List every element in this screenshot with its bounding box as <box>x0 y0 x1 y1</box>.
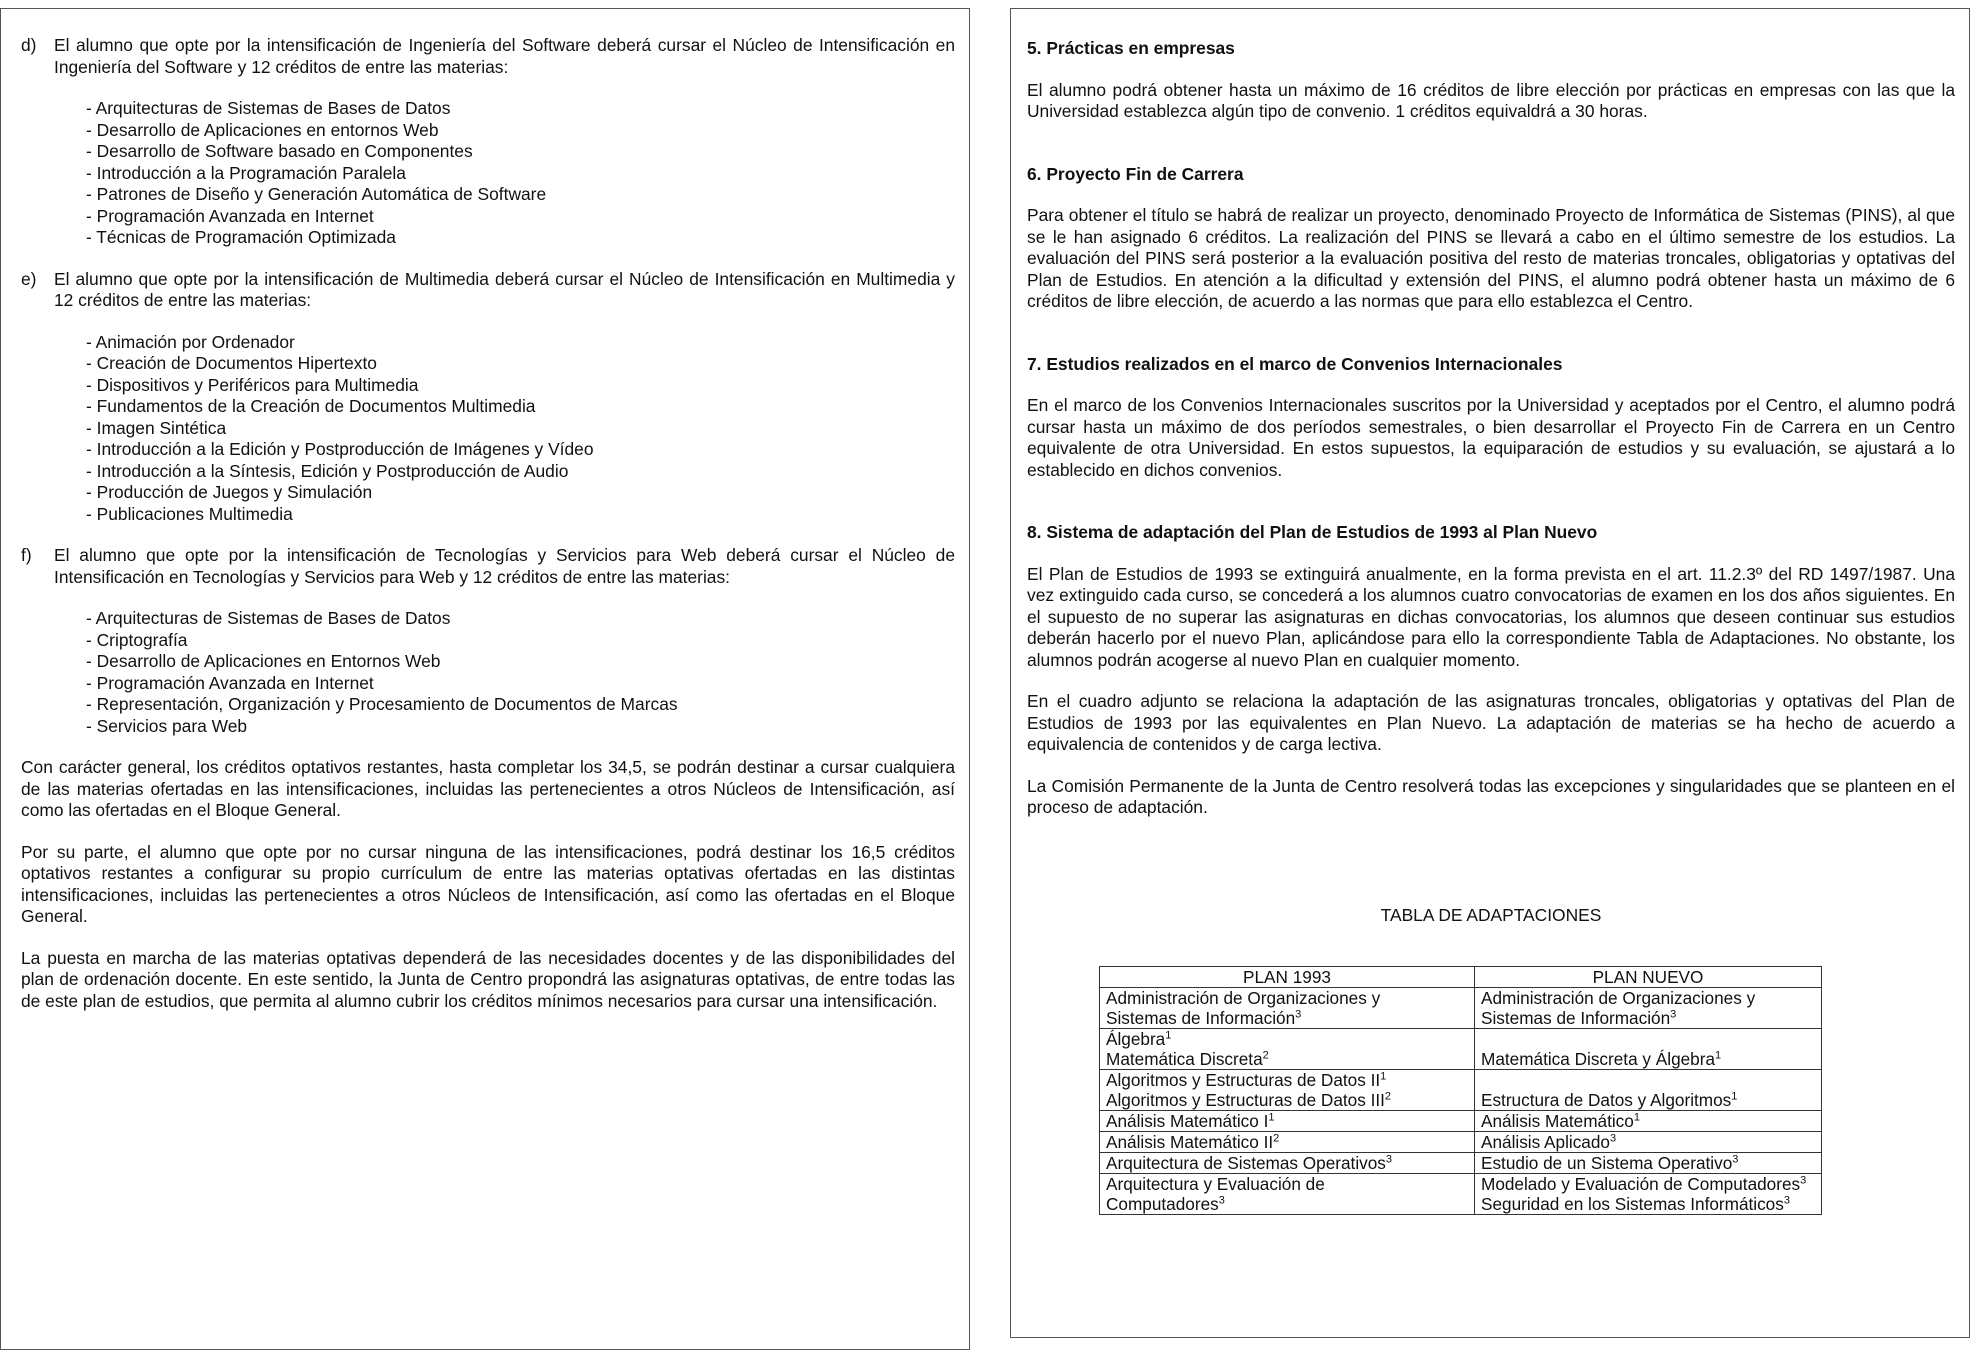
subject-item: - Patrones de Diseño y Generación Automática de Software <box>86 184 547 204</box>
cell-plan-nuevo <box>1475 1029 1822 1070</box>
spacer <box>1027 313 1955 354</box>
item-f-subject-list <box>86 608 955 737</box>
spacer <box>1027 819 1955 905</box>
spacer <box>21 928 955 948</box>
cell-plan-nuevo <box>1475 1174 1822 1215</box>
subject-name: Análisis Aplicado <box>1481 1132 1610 1152</box>
subject-name: Algoritmos y Estructuras de Datos III <box>1106 1090 1385 1110</box>
cell-line <box>1481 1174 1815 1194</box>
footnote-mark: 3 <box>1732 1153 1739 1166</box>
subject-name: Análisis Matemático <box>1481 1111 1634 1131</box>
footnote-mark: 3 <box>1800 1174 1807 1187</box>
spacer <box>1027 671 1955 691</box>
cell-line <box>1106 1029 1468 1049</box>
subject-name: Sistemas de Información <box>1481 1008 1671 1028</box>
adaptation-table <box>1099 966 1822 1215</box>
left-page-content <box>21 35 955 1012</box>
section-5-heading: 5. Prácticas en empresas <box>1027 38 1235 58</box>
right-page-content <box>1027 38 1955 1215</box>
footnote-mark: 3 <box>1385 1153 1393 1166</box>
right-page <box>1010 8 1970 1338</box>
section-8-heading: 8. Sistema de adaptación del Plan de Estudios de 1993 al Plan Nuevo <box>1027 522 1598 542</box>
footnote-mark: 2 <box>1273 1132 1280 1145</box>
subject-name: Análisis Matemático I <box>1106 1111 1269 1131</box>
cell-line <box>1481 1153 1815 1173</box>
subject-item: - Desarrollo de Software basado en Componentes <box>86 141 473 161</box>
item-d-subject-list <box>86 98 955 249</box>
spacer <box>1027 544 1955 564</box>
table-header-row <box>1100 967 1822 988</box>
cell-line <box>1481 1111 1815 1131</box>
subject-name: Matemática Discreta y Álgebra <box>1481 1049 1716 1069</box>
cell-line <box>1106 1132 1468 1152</box>
footnote-mark: 1 <box>1380 1070 1387 1083</box>
spacer <box>1027 185 1955 205</box>
subject-item: - Dispositivos y Periféricos para Multimedia <box>86 374 419 395</box>
subject-item: - Animación por Ordenador <box>86 331 295 352</box>
item-d-marker: d) <box>21 35 37 55</box>
spacer <box>1027 60 1955 80</box>
cell-plan-nuevo <box>1475 1070 1822 1111</box>
table-row <box>1100 1070 1822 1111</box>
table-row <box>1100 1111 1822 1132</box>
subject-item: - Introducción a la Síntesis, Edición y Postproducción de Audio <box>86 460 569 481</box>
cell-line <box>1106 1090 1468 1110</box>
subject-name: Estudio de un Sistema Operativo <box>1481 1153 1733 1173</box>
table-row <box>1100 1029 1822 1070</box>
table-row <box>1100 1153 1822 1174</box>
cell-plan-nuevo <box>1475 1132 1822 1153</box>
footnote-mark: 3 <box>1218 1194 1225 1207</box>
section-6-heading: 6. Proyecto Fin de Carrera <box>1027 163 1244 184</box>
footnote-mark: 3 <box>1295 1008 1302 1021</box>
subject-name: Modelado y Evaluación de Computadores <box>1481 1174 1801 1194</box>
table-row <box>1100 988 1822 1029</box>
subject-item: - Criptografía <box>86 629 188 650</box>
column-header-plan-1993: PLAN 1993 <box>1100 967 1475 988</box>
subject-item: - Publicaciones Multimedia <box>86 503 293 524</box>
left-page <box>0 8 970 1350</box>
spacer <box>21 822 955 842</box>
item-d <box>21 35 955 78</box>
cell-line <box>1106 1174 1468 1194</box>
subject-name: Álgebra <box>1106 1029 1166 1049</box>
subject-name: Administración de Organizaciones y <box>1106 988 1381 1008</box>
subject-name: Sistemas de Información <box>1106 1008 1296 1028</box>
cell-plan-1993 <box>1100 1111 1475 1132</box>
cell-plan-1993 <box>1100 1174 1475 1215</box>
subject-name: Seguridad en los Sistemas Informáticos <box>1481 1194 1784 1214</box>
subject-name: Arquitectura y Evaluación de <box>1106 1174 1325 1194</box>
table-row <box>1100 1174 1822 1215</box>
subject-name: Computadores <box>1106 1194 1219 1214</box>
subject-item: - Desarrollo de Aplicaciones en Entornos Web <box>86 651 441 671</box>
item-f-text: El alumno que opte por la intensificación de Tecnologías y Servicios para Web deberá cursar el Núcleo de Intensificación en Tecnologías y Servicios para Web y 12 créditos de entre las materias: <box>54 545 955 587</box>
footnote-mark: 3 <box>1670 1008 1677 1021</box>
item-e-subject-list <box>86 332 955 526</box>
adaptation-table-title: TABLA DE ADAPTACIONES <box>1380 904 1602 925</box>
subject-item: - Introducción a la Edición y Postproducción de Imágenes y Vídeo <box>86 439 594 459</box>
cell-line <box>1106 1008 1468 1028</box>
spacer <box>1027 375 1955 395</box>
subject-item: - Arquitecturas de Sistemas de Bases de Datos <box>86 608 451 628</box>
subject-name: Arquitectura de Sistemas Operativos <box>1106 1153 1386 1173</box>
subject-item: - Técnicas de Programación Optimizada <box>86 227 396 247</box>
footnote-mark: 2 <box>1384 1090 1392 1103</box>
cell-line <box>1481 1090 1815 1110</box>
optional-launch-paragraph: La puesta en marcha de las materias optativas dependerá de las necesidades docentes y de las disponibilidades del plan de ordenación docente. En este sentido, la Junta de Centro propondrá las asignaturas optativas, de entre todas las de este plan de estudios, que permita al alumno cubrir los créditos mínimos necesarios para cursar una intensificación. <box>21 947 955 1011</box>
section-8-paragraph-2: En el cuadro adjunto se relaciona la adaptación de las asignaturas troncales, obligatorias y optativas del Plan de Estudios de 1993 por las equivalentes en Plan Nuevo. La adaptación de materias se ha hecho de acuerdo a equivalencia de contenidos y de carga lectiva. <box>1027 691 1955 754</box>
spacer <box>1027 481 1955 522</box>
item-e <box>21 269 955 312</box>
cell-plan-nuevo <box>1475 988 1822 1029</box>
item-f <box>21 545 955 588</box>
cell-line <box>1106 1153 1468 1173</box>
cell-plan-1993 <box>1100 988 1475 1029</box>
subject-name: Estructura de Datos y Algoritmos <box>1481 1090 1732 1110</box>
item-e-marker: e) <box>21 268 37 289</box>
section-8-paragraph-1: El Plan de Estudios de 1993 se extinguirá anualmente, en la forma prevista en el art. 11.2.3º del RD 1497/1987. Una vez extinguido cada curso, se concederá a los alumnos cuatro convocatorias de examen en los dos años siguientes. En el supuesto de no superar las asignaturas en dichas convocatorias, los alumnos que deseen continuar sus estudios deberán hacerlo por el nuevo Plan, aplicándose para ello la correspondiente Tabla de Adaptaciones. No obstante, los alumnos podrán acogerse al nuevo Plan en cualquier momento. <box>1027 563 1955 670</box>
cell-line <box>1481 1008 1815 1028</box>
no-intensification-paragraph: Por su parte, el alumno que opte por no cursar ninguna de las intensificaciones, podrá destinar los 16,5 créditos optativos restantes a configurar su propio currículum de entre las materias optativas ofertadas en las distintas intensificaciones, incluidas las pertenecientes a otros Núcleos de Intensificación, así como las ofertadas en el Bloque General. <box>21 841 955 926</box>
subject-item: - Programación Avanzada en Internet <box>86 205 374 226</box>
subject-item: - Desarrollo de Aplicaciones en entornos Web <box>86 119 439 140</box>
cell-plan-1993 <box>1100 1153 1475 1174</box>
cell-plan-1993 <box>1100 1132 1475 1153</box>
cell-line <box>1106 1111 1468 1131</box>
footnote-mark: 1 <box>1633 1111 1640 1124</box>
cell-line <box>1481 1049 1815 1069</box>
cell-line <box>1481 1194 1815 1214</box>
cell-line <box>1106 988 1468 1008</box>
column-header-plan-nuevo: PLAN NUEVO <box>1475 967 1822 988</box>
cell-line <box>1481 988 1815 1008</box>
spacer <box>1027 926 1955 966</box>
footnote-mark: 1 <box>1165 1029 1172 1042</box>
subject-item: - Representación, Organización y Procesamiento de Documentos de Marcas <box>86 694 678 714</box>
adaptation-table-body <box>1100 988 1822 1215</box>
footnote-mark: 2 <box>1262 1049 1269 1062</box>
table-row <box>1100 1132 1822 1153</box>
cell-line <box>1106 1194 1468 1214</box>
section-5-text: El alumno podrá obtener hasta un máximo de 16 créditos de libre elección por prácticas en empresas con las que la Universidad establezca algún tipo de convenio. 1 créditos equivaldrá a 30 horas. <box>1027 79 1955 121</box>
subject-item: - Programación Avanzada en Internet <box>86 672 374 693</box>
general-credits-paragraph: Con carácter general, los créditos optativos restantes, hasta completar los 34,5, se podrán destinar a cursar cualquiera de las materias ofertadas en las intensificaciones, incluidas las pertenecientes a otros Núcleos de Intensificación, así como las ofertadas en el Bloque General. <box>21 757 955 820</box>
item-e-text: El alumno que opte por la intensificación de Multimedia deberá cursar el Núcleo de Intensificación en Multimedia y 12 créditos de entre las materias: <box>54 268 955 310</box>
cell-line <box>1481 1132 1815 1152</box>
section-7-text: En el marco de los Convenios Internacionales suscritos por la Universidad y aceptados por el Centro, el alumno podrá cursar hasta un máximo de dos períodos semestrales, o bien desarrollar el Proyecto Fin de Carrera en un Centro equivalente de otra Universidad. En estos supuestos, la equiparación de estudios y su evaluación, se ajustará a lo establecido en dichos convenios. <box>1027 395 1955 480</box>
item-d-text: El alumno que opte por la intensificación de Ingeniería del Software deberá cursar el Núcleo de Intensificación en Ingeniería del Software y 12 créditos de entre las materias: <box>54 35 955 77</box>
section-7-heading: 7. Estudios realizados en el marco de Convenios Internacionales <box>1027 353 1563 374</box>
subject-item: - Servicios para Web <box>86 715 248 736</box>
subject-item: - Fundamentos de la Creación de Documentos Multimedia <box>86 396 536 416</box>
subject-item: - Arquitecturas de Sistemas de Bases de Datos <box>86 98 451 118</box>
cell-line <box>1106 1070 1468 1090</box>
subject-item: - Imagen Sintética <box>86 417 227 438</box>
subject-name: Análisis Matemático II <box>1106 1132 1274 1152</box>
cell-plan-nuevo <box>1475 1153 1822 1174</box>
spacer <box>1027 756 1955 776</box>
footnote-mark: 1 <box>1731 1090 1738 1103</box>
footnote-mark: 1 <box>1268 1111 1275 1124</box>
subject-name: Matemática Discreta <box>1106 1049 1263 1069</box>
cell-plan-1993 <box>1100 1070 1475 1111</box>
footnote-mark: 3 <box>1609 1132 1617 1145</box>
section-8-paragraph-3: La Comisión Permanente de la Junta de Centro resolverá todas las excepciones y singularidades que se planteen en el proceso de adaptación. <box>1027 775 1955 817</box>
cell-plan-nuevo <box>1475 1111 1822 1132</box>
item-f-marker: f) <box>21 545 32 565</box>
cell-line <box>1106 1049 1468 1069</box>
footnote-mark: 1 <box>1715 1049 1722 1062</box>
subject-item: - Creación de Documentos Hipertexto <box>86 353 377 373</box>
section-6-text: Para obtener el título se habrá de realizar un proyecto, denominado Proyecto de Informática de Sistemas (PINS), al que se le han asignado 6 créditos. La realización del PINS se llevará a cabo en el último semestre de los estudios. La evaluación del PINS será posterior a la evaluación positiva del resto de materias troncales, obligatorias y optativas del Plan de Estudios. En atención a la dificultad y extensión del PINS, el alumno podrá obtener hasta un máximo de 6 créditos de libre elección, de acuerdo a las normas que para ello establezca el Centro. <box>1027 205 1955 311</box>
subject-name: Administración de Organizaciones y <box>1481 988 1756 1008</box>
cell-plan-1993 <box>1100 1029 1475 1070</box>
subject-item: - Producción de Juegos y Simulación <box>86 482 373 502</box>
footnote-mark: 3 <box>1783 1194 1790 1207</box>
spacer <box>1027 123 1955 164</box>
subject-name: Algoritmos y Estructuras de Datos II <box>1106 1070 1381 1090</box>
subject-item: - Introducción a la Programación Paralela <box>86 162 406 183</box>
